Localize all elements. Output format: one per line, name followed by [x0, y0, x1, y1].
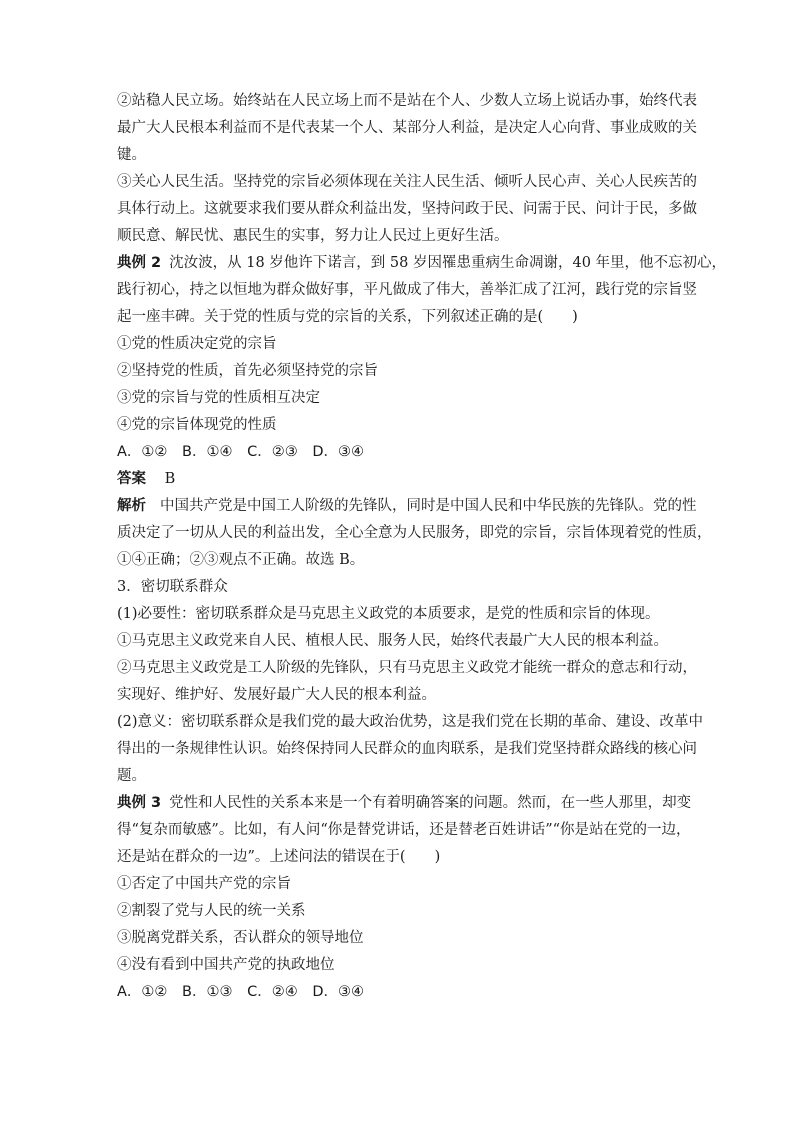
document-page: [117, 88, 727, 1006]
text-line: ③关心人民生活。坚持党的宗旨必须体现在关注人民生活、倾听人民心声、关心人民疾苦的: [117, 174, 697, 190]
text-line: 得“复杂而敏感”。比如，有人问“你是替党讲话，还是替老百姓讲话”“你是站在党的一边，: [117, 822, 691, 838]
choice-item: ①党的性质决定党的宗旨: [117, 336, 277, 352]
option-a: A．①②: [117, 984, 168, 1000]
text-line: ①④正确；②③观点不正确。故选 B。: [117, 552, 365, 568]
text-line: 实现好、维护好、发展好最广大人民的根本利益。: [117, 687, 436, 703]
choice-item: ②坚持党的性质，首先必须坚持党的宗旨: [117, 363, 378, 379]
example-2: [117, 250, 727, 574]
section-heading: 3．密切联系群众: [117, 579, 228, 595]
choice-item: ④没有看到中国共产党的执政地位: [117, 957, 335, 973]
answer-line: [117, 466, 683, 493]
text-line: 键。: [117, 147, 146, 163]
text-line: [117, 790, 692, 817]
text-line: ②站稳人民立场。始终站在人民立场上而不是站在个人、少数人立场上说话办事，始终代表: [117, 93, 697, 109]
answer-value: B: [164, 471, 176, 487]
analysis-text: 中国共产党是中国工人阶级的先锋队，同时是中国人民和中华民族的先锋队。党的性: [160, 498, 697, 514]
option-b: B．①③: [182, 984, 233, 1000]
text-line: ①马克思主义政党来自人民、植根人民、服务人民，始终代表最广大人民的根本利益。: [117, 633, 668, 649]
example-3: [117, 790, 692, 1006]
text-line: 顺民意、解民忧、惠民生的实事，努力让人民过上更好生活。: [117, 228, 509, 244]
choice-item: ③脱离党群关系，否认群众的领导地位: [117, 930, 364, 946]
option-c: C．②④: [247, 984, 298, 1000]
significance-paragraph: [117, 709, 704, 790]
text-line: 质决定了一切从人民的利益出发，全心全意为人民服务，即党的宗旨，宗旨体现着党的性质，: [117, 525, 712, 541]
example-label: 典例 2: [117, 255, 162, 271]
answer-options: [117, 439, 683, 466]
text-line: 践行初心，持之以恒地为群众做好事，平凡做成了伟大，善举汇成了江河，践行党的宗旨竖: [117, 282, 697, 298]
text-line: 还是站在群众的一边”。上述问法的错误在于( ): [117, 849, 441, 865]
text-line: [117, 250, 727, 277]
example-text: 沈汝波，从 18 岁他许下诺言，到 58 岁因罹患重病生命凋谢，40 年里，他不忘初心，: [169, 255, 727, 271]
example-text: 党性和人民性的关系本来是一个有着明确答案的问题。然而，在一些人那里，却变: [169, 795, 692, 811]
text-line: 题。: [117, 768, 146, 784]
choice-item: ④党的宗旨体现党的性质: [117, 417, 277, 433]
text-line: 得出的一条规律性认识。始终保持同人民群众的血肉联系，是我们党坚持群众路线的核心问: [117, 741, 697, 757]
option-a: A．①②: [117, 444, 168, 460]
example-label: 典例 3: [117, 795, 162, 811]
choice-item: ②割裂了党与人民的统一关系: [117, 903, 306, 919]
necessity-paragraph: [117, 601, 697, 709]
text-line: (2)意义：密切联系群众是我们党的最大政治优势，这是我们党在长期的革命、建设、改革中: [117, 714, 704, 730]
point-3-paragraph: [117, 169, 697, 250]
option-b: B．①④: [182, 444, 233, 460]
point-2-paragraph: [117, 88, 697, 169]
text-line: (1)必要性：密切联系群众是马克思主义政党的本质要求，是党的性质和宗旨的体现。: [117, 606, 660, 622]
text-line: 具体行动上。这就要求我们要从群众利益出发，坚持问政于民、问需于民、问计于民，多做: [117, 201, 697, 217]
answer-options: [117, 979, 683, 1006]
choice-item: ①否定了中国共产党的宗旨: [117, 876, 291, 892]
option-d: D．③④: [312, 444, 364, 460]
choice-item: ③党的宗旨与党的性质相互决定: [117, 390, 320, 406]
text-line: 最广大人民根本利益而不是代表某一个人、某部分人利益，是决定人心向背、事业成败的关: [117, 120, 697, 136]
text-line: [117, 493, 697, 520]
text-line: 起一座丰碑。关于党的性质与党的宗旨的关系，下列叙述正确的是( ): [117, 309, 578, 325]
analysis-label: 解析: [117, 498, 146, 514]
answer-label: 答案: [117, 471, 146, 487]
option-d: D．③④: [312, 984, 364, 1000]
option-c: C．②③: [247, 444, 298, 460]
text-line: ②马克思主义政党是工人阶级的先锋队，只有马克思主义政党才能统一群众的意志和行动，: [117, 660, 697, 676]
